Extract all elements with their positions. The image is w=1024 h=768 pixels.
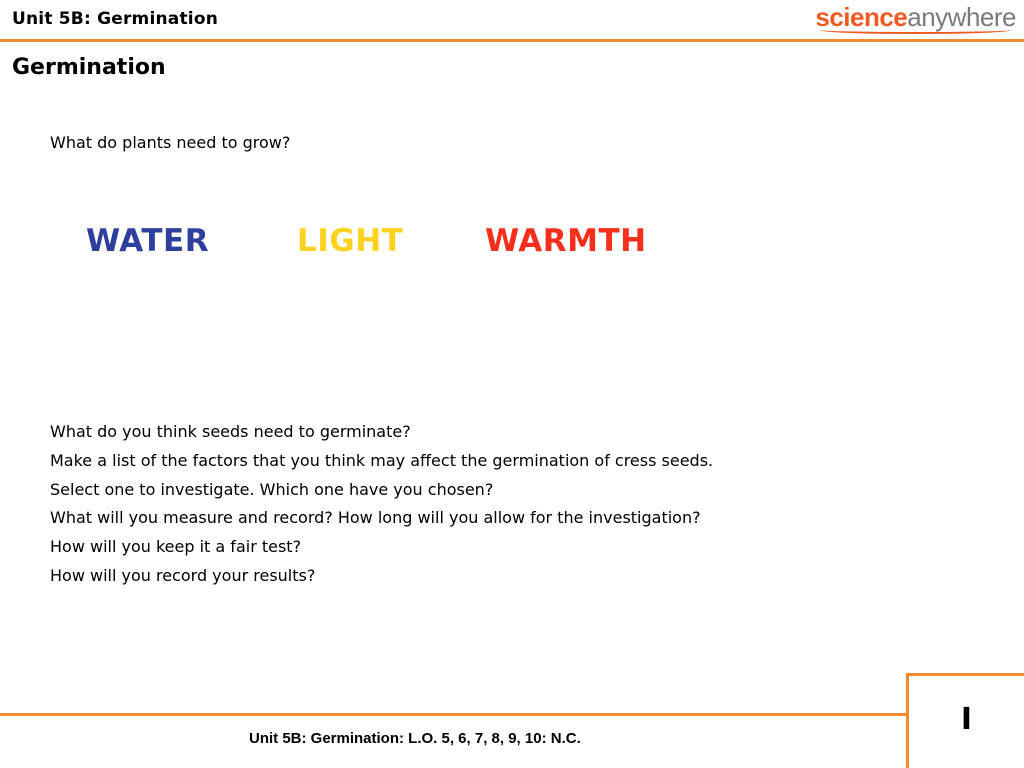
logo-swoosh xyxy=(819,26,1012,34)
corner-label: I xyxy=(960,702,973,737)
corner-box xyxy=(906,673,1024,768)
logo-anywhere-text: anywhere xyxy=(907,2,1016,32)
question-item: Make a list of the factors that you think may affect the germination of cress seeds. xyxy=(50,450,714,470)
slide-title: Germination xyxy=(12,55,166,80)
need-light: LIGHT xyxy=(297,223,404,259)
question-item: What will you measure and record? How long will you allow for the investigation? xyxy=(50,508,701,528)
question-item: What do you think seeds need to germinate? xyxy=(50,422,411,441)
question-item: Select one to investigate. Which one have you chosen? xyxy=(50,479,494,499)
investigation-questions xyxy=(50,418,713,591)
need-water: WATER xyxy=(86,223,210,259)
logo-science-text: science xyxy=(815,2,908,32)
need-warmth: WARMTH xyxy=(485,223,647,259)
footer-text: Unit 5B: Germination: L.O. 5, 6, 7, 8, 9, 10: N.C. xyxy=(249,730,581,747)
science-anywhere-logo xyxy=(815,2,1016,36)
question-item: How will you keep it a fair test? xyxy=(50,537,302,557)
header-divider xyxy=(0,39,1024,42)
question-item: How will you record your results? xyxy=(50,565,316,585)
footer-divider xyxy=(0,713,908,716)
plants-question: What do plants need to grow? xyxy=(50,133,291,152)
header-title: Unit 5B: Germination xyxy=(12,9,218,29)
